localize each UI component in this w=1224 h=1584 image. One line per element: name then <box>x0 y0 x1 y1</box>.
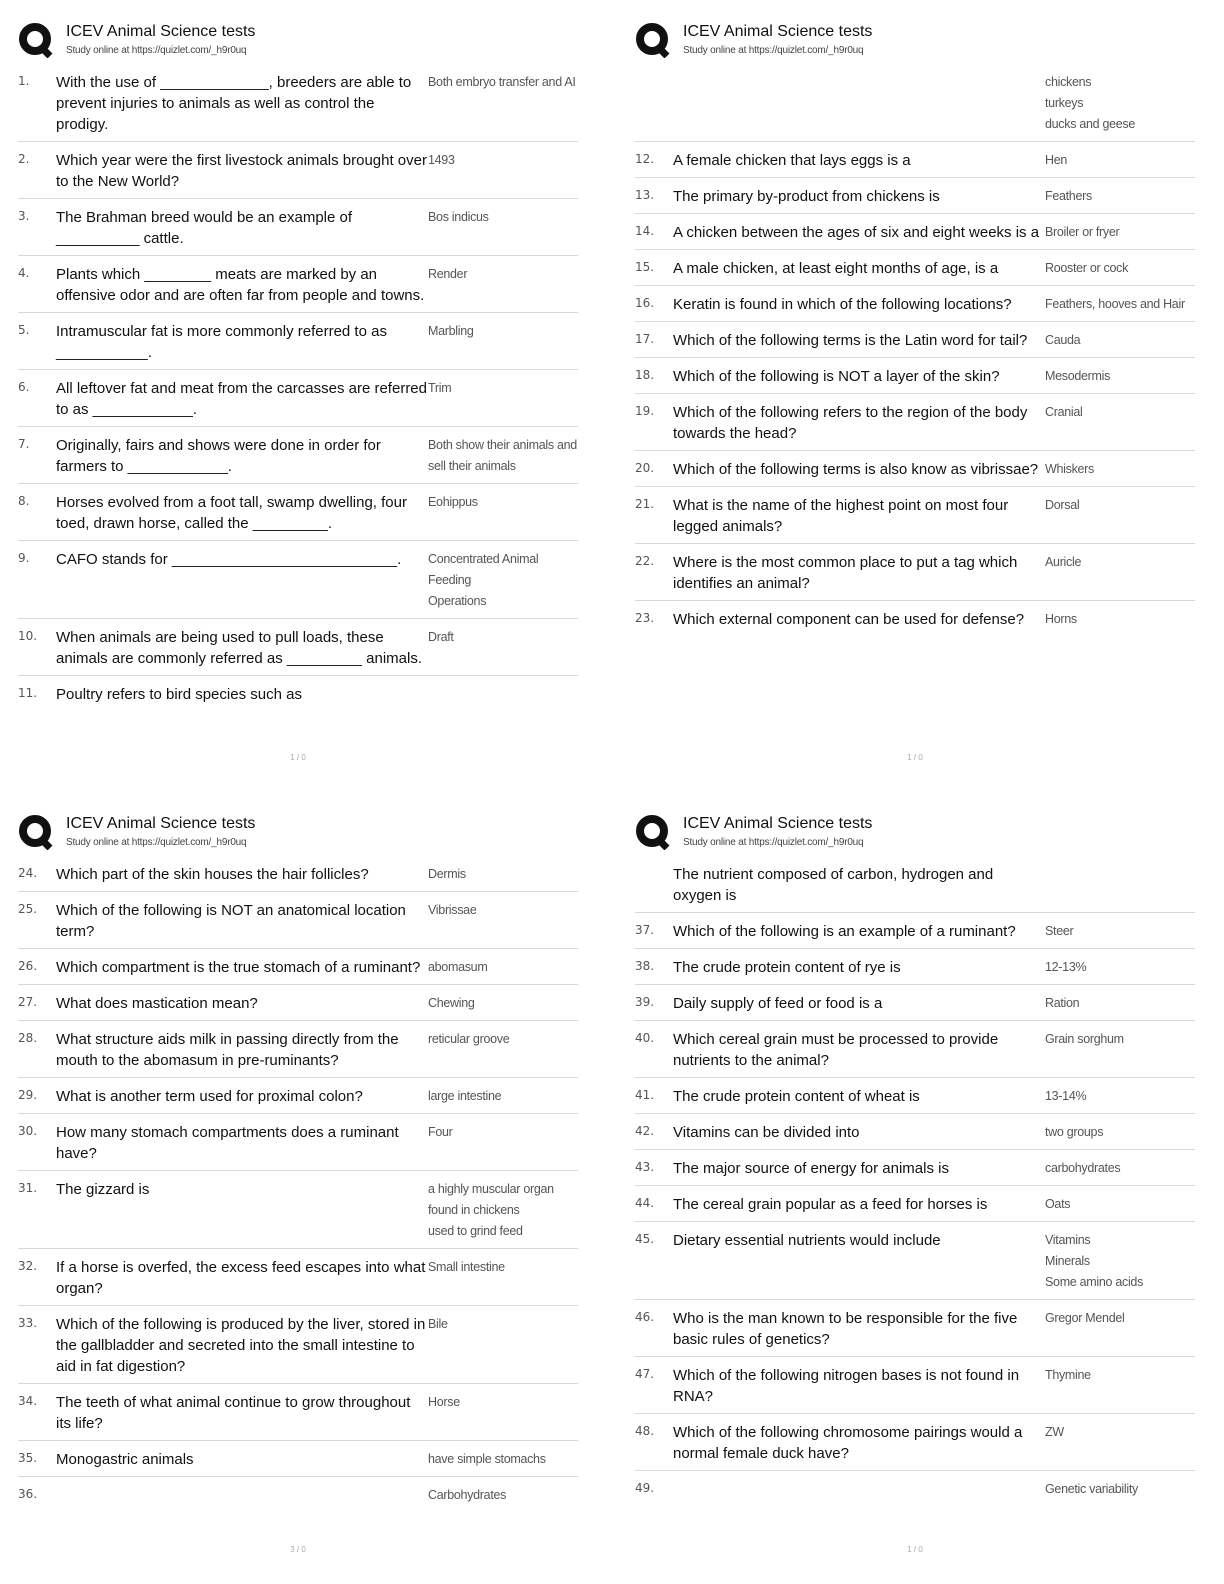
question-number: 9. <box>18 551 30 565</box>
answer-text: Both show their animals and sell their animals <box>428 438 577 473</box>
qa-row <box>635 1357 1195 1414</box>
study-link[interactable]: Study online at https://quizlet.com/_h9r0uq <box>66 45 247 56</box>
question-number: 31. <box>18 1181 38 1195</box>
qa-row <box>635 1021 1195 1078</box>
answer-text: Chewing <box>428 996 475 1010</box>
study-link[interactable]: Study online at https://quizlet.com/_h9r0uq <box>683 837 864 848</box>
question-number: 6. <box>18 380 30 394</box>
answer-text: a highly muscular organ found in chickens used to grind feed <box>428 1182 554 1238</box>
answer-text: Eohippus <box>428 495 478 509</box>
question-number: 16. <box>635 296 655 310</box>
question-number: 43. <box>635 1160 655 1174</box>
answer-text: Marbling <box>428 324 474 338</box>
question-text: CAFO stands for ___________________________. <box>56 551 402 568</box>
question-text: Monogastric animals <box>56 1451 194 1468</box>
qa-row <box>635 1114 1195 1150</box>
answer-text: Horns <box>1045 612 1077 626</box>
study-link[interactable]: Study online at https://quizlet.com/_h9r0uq <box>683 45 864 56</box>
question-text: The crude protein content of wheat is <box>673 1088 920 1105</box>
question-number: 12. <box>635 152 655 166</box>
question-text: A female chicken that lays eggs is a <box>673 152 911 169</box>
question-number: 48. <box>635 1424 655 1438</box>
question-text <box>56 1485 428 1506</box>
question-text: Keratin is found in which of the following locations? <box>673 296 1012 313</box>
question-text: What structure aids milk in passing directly from the mouth to the abomasum in pre-ruminants? <box>56 1031 399 1069</box>
question-number: 41. <box>635 1088 655 1102</box>
answer-text: Cranial <box>1045 405 1083 419</box>
qa-row <box>18 64 578 142</box>
qa-row <box>18 676 578 711</box>
answer-text: abomasum <box>428 960 488 974</box>
page-3 <box>18 810 578 1570</box>
question-number: 17. <box>635 332 655 346</box>
answer-text <box>1045 864 1195 906</box>
question-number: 23. <box>635 611 655 625</box>
answer-text: Gregor Mendel <box>1045 1311 1125 1325</box>
qa-row <box>635 1186 1195 1222</box>
qa-row <box>635 178 1195 214</box>
question-text: A chicken between the ages of six and eight weeks is a <box>673 224 1040 241</box>
question-number: 45. <box>635 1232 655 1246</box>
question-number: 18. <box>635 368 655 382</box>
answer-text: Four <box>428 1125 453 1139</box>
qa-row <box>635 1300 1195 1357</box>
answer-text: large intestine <box>428 1089 502 1103</box>
question-number: 39. <box>635 995 655 1009</box>
qa-row <box>635 913 1195 949</box>
question-text: How many stomach compartments does a ruminant have? <box>56 1124 399 1162</box>
question-number: 37. <box>635 923 655 937</box>
answer-text: Bile <box>428 1317 448 1331</box>
question-text: The crude protein content of rye is <box>673 959 901 976</box>
qa-row <box>18 199 578 256</box>
question-number: 5. <box>18 323 30 337</box>
question-text: Plants which ________ meats are marked by an offensive odor and are often far from people and towns. <box>56 266 425 304</box>
qa-row <box>635 358 1195 394</box>
answer-text: Feathers <box>1045 189 1092 203</box>
qa-row <box>635 601 1195 636</box>
page-number: 1 / 0 <box>907 1545 923 1554</box>
answer-text: Vitamins Minerals Some amino acids <box>1045 1233 1144 1289</box>
answer-text: Thymine <box>1045 1368 1091 1382</box>
question-text: Horses evolved from a foot tall, swamp dwelling, four toed, drawn horse, called the _________. <box>56 494 407 532</box>
qa-row <box>635 1222 1195 1300</box>
page-header <box>635 18 1195 62</box>
question-number: 34. <box>18 1394 38 1408</box>
page-header <box>635 810 1195 854</box>
answer-text: Whiskers <box>1045 462 1094 476</box>
question-number: 15. <box>635 260 655 274</box>
answer-text: reticular groove <box>428 1032 510 1046</box>
question-text: A male chicken, at least eight months of age, is a <box>673 260 999 277</box>
question-number: 22. <box>635 554 655 568</box>
question-number: 46. <box>635 1310 655 1324</box>
question-text: All leftover fat and meat from the carcasses are referred to as ____________. <box>56 380 427 418</box>
answer-text: carbohydrates <box>1045 1161 1121 1175</box>
qa-row <box>18 1114 578 1171</box>
question-number: 11. <box>18 686 38 700</box>
answer-text: 12-13% <box>1045 960 1087 974</box>
page-header <box>18 810 578 854</box>
question-number: 25. <box>18 902 38 916</box>
qa-row <box>635 856 1195 913</box>
answer-text: chickens turkeys ducks and geese <box>1045 75 1136 131</box>
question-number: 40. <box>635 1031 655 1045</box>
question-number: 26. <box>18 959 38 973</box>
quizlet-logo-icon <box>635 814 671 850</box>
qa-row <box>635 985 1195 1021</box>
qa-list <box>635 856 1195 1506</box>
qa-row <box>635 949 1195 985</box>
question-text: Which of the following is an example of a ruminant? <box>673 923 1016 940</box>
qa-row <box>635 142 1195 178</box>
answer-text: Trim <box>428 381 452 395</box>
answer-text: ZW <box>1045 1425 1064 1439</box>
question-number: 35. <box>18 1451 38 1465</box>
question-number: 4. <box>18 266 30 280</box>
question-number: 47. <box>635 1367 655 1381</box>
question-number: 30. <box>18 1124 38 1138</box>
question-text: The teeth of what animal continue to grow throughout its life? <box>56 1394 411 1432</box>
question-text: Which of the following refers to the region of the body towards the head? <box>673 404 1028 442</box>
question-text: The gizzard is <box>56 1181 150 1198</box>
qa-list <box>635 64 1195 636</box>
qa-row <box>635 322 1195 358</box>
question-text: When animals are being used to pull loads, these animals are commonly referred as _________ animals. <box>56 629 423 667</box>
question-number: 21. <box>635 497 655 511</box>
qa-row <box>635 1414 1195 1471</box>
answer-text: Grain sorghum <box>1045 1032 1124 1046</box>
question-number: 20. <box>635 461 655 475</box>
question-text: Where is the most common place to put a tag which identifies an animal? <box>673 554 1018 592</box>
qa-row <box>18 313 578 370</box>
doc-title: ICEV Animal Science tests <box>66 23 256 40</box>
question-text: Which of the following chromosome pairings would a normal female duck have? <box>673 1424 1023 1462</box>
question-number: 38. <box>635 959 655 973</box>
qa-row <box>635 214 1195 250</box>
quizlet-logo-icon <box>18 814 54 850</box>
question-number: 7. <box>18 437 30 451</box>
question-text: Which of the following is NOT an anatomical location term? <box>56 902 406 940</box>
question-text: Which of the following terms is also know as vibrissae? <box>673 461 1039 478</box>
question-number: 3. <box>18 209 30 223</box>
answer-text: Horse <box>428 1395 460 1409</box>
quizlet-logo-icon <box>18 22 54 58</box>
page-2 <box>635 18 1195 778</box>
qa-row <box>18 541 578 619</box>
qa-row <box>635 1471 1195 1506</box>
question-number: 28. <box>18 1031 38 1045</box>
answer-text: have simple stomachs <box>428 1452 546 1466</box>
question-number: 44. <box>635 1196 655 1210</box>
question-text: What is another term used for proximal colon? <box>56 1088 363 1105</box>
question-number <box>635 72 673 135</box>
answer-text: Dermis <box>428 867 466 881</box>
question-text: Which of the following is NOT a layer of the skin? <box>673 368 1000 385</box>
qa-row <box>18 1477 578 1512</box>
question-text: Which cereal grain must be processed to provide nutrients to the animal? <box>673 1031 999 1069</box>
question-text: Which compartment is the true stomach of a ruminant? <box>56 959 421 976</box>
qa-row <box>18 1249 578 1306</box>
question-text: Who is the man known to be responsible for the five basic rules of genetics? <box>673 1310 1018 1348</box>
answer-text: Bos indicus <box>428 210 489 224</box>
answer-text: Draft <box>428 630 454 644</box>
question-number: 14. <box>635 224 655 238</box>
qa-row <box>18 370 578 427</box>
question-number: 49. <box>635 1481 655 1495</box>
answer-text: Feathers, hooves and Hair <box>1045 297 1185 311</box>
qa-row <box>635 394 1195 451</box>
qa-row <box>18 892 578 949</box>
question-text: Daily supply of feed or food is a <box>673 995 883 1012</box>
answer-text: 1493 <box>428 153 455 167</box>
answer-text: Auricle <box>1045 555 1082 569</box>
answer-text: Cauda <box>1045 333 1081 347</box>
question-text: What is the name of the highest point on most four legged animals? <box>673 497 1009 535</box>
qa-row <box>18 427 578 484</box>
doc-title: ICEV Animal Science tests <box>683 23 873 40</box>
qa-row <box>18 484 578 541</box>
question-number: 2. <box>18 152 30 166</box>
question-text: Which year were the first livestock animals brought over to the New World? <box>56 152 427 190</box>
qa-row <box>18 256 578 313</box>
answer-text: 13-14% <box>1045 1089 1087 1103</box>
answer-text: Hen <box>1045 153 1068 167</box>
answer-text: Render <box>428 267 468 281</box>
page-number: 1 / 0 <box>290 753 306 762</box>
question-number: 1. <box>18 74 30 88</box>
question-text: The Brahman breed would be an example of __________ cattle. <box>56 209 353 247</box>
qa-row <box>635 286 1195 322</box>
question-text: With the use of _____________, breeders are able to prevent injuries to animals as well as control the prodigy. <box>56 74 412 133</box>
qa-row <box>18 856 578 892</box>
question-text: Which of the following nitrogen bases is not found in RNA? <box>673 1367 1020 1405</box>
question-number: 29. <box>18 1088 38 1102</box>
question-text: What does mastication mean? <box>56 995 258 1012</box>
question-text: Which of the following terms is the Latin word for tail? <box>673 332 1028 349</box>
doc-title: ICEV Animal Science tests <box>683 815 873 832</box>
answer-text: Vibrissae <box>428 903 477 917</box>
quizlet-logo-icon <box>635 22 671 58</box>
question-number: 27. <box>18 995 38 1009</box>
page-number: 1 / 0 <box>907 753 923 762</box>
qa-row <box>18 949 578 985</box>
qa-row <box>18 1441 578 1477</box>
qa-row <box>635 451 1195 487</box>
qa-row <box>635 1150 1195 1186</box>
answer-text: Ration <box>1045 996 1080 1010</box>
question-text: Originally, fairs and shows were done in order for farmers to ____________. <box>56 437 381 475</box>
answer-text: Both embryo transfer and AI <box>428 75 576 89</box>
qa-row <box>18 985 578 1021</box>
question-text: If a horse is overfed, the excess feed escapes into what organ? <box>56 1259 426 1297</box>
question-text: Poultry refers to bird species such as <box>56 686 302 703</box>
answer-text: Concentrated Animal Feeding Operations <box>428 552 539 608</box>
answer-text <box>428 684 578 705</box>
answer-text: Rooster or cock <box>1045 261 1129 275</box>
qa-list <box>18 856 578 1512</box>
page-header <box>18 18 578 62</box>
qa-row <box>18 1078 578 1114</box>
page-1 <box>18 18 578 778</box>
answer-text: Broiler or fryer <box>1045 225 1120 239</box>
question-text: The major source of energy for animals is <box>673 1160 949 1177</box>
answer-text: Genetic variability <box>1045 1482 1138 1496</box>
qa-row <box>18 1171 578 1249</box>
qa-row <box>635 487 1195 544</box>
question-number: 19. <box>635 404 655 418</box>
qa-row <box>18 142 578 199</box>
qa-list <box>18 64 578 711</box>
qa-row <box>635 250 1195 286</box>
doc-title: ICEV Animal Science tests <box>66 815 256 832</box>
qa-row <box>18 619 578 676</box>
question-text: Dietary essential nutrients would include <box>673 1232 941 1249</box>
qa-row <box>635 64 1195 142</box>
question-number: 33. <box>18 1316 38 1330</box>
answer-text: Mesodermis <box>1045 369 1111 383</box>
qa-row <box>635 544 1195 601</box>
question-text: Intramuscular fat is more commonly referred to as ___________. <box>56 323 387 361</box>
question-number: 8. <box>18 494 30 508</box>
question-number: 32. <box>18 1259 38 1273</box>
question-number: 24. <box>18 866 38 880</box>
question-text <box>673 72 1045 135</box>
answer-text: Dorsal <box>1045 498 1080 512</box>
answer-text: two groups <box>1045 1125 1104 1139</box>
question-text: The nutrient composed of carbon, hydrogen and oxygen is <box>673 866 994 904</box>
qa-row <box>18 1021 578 1078</box>
page-4 <box>635 810 1195 1570</box>
answer-text: Steer <box>1045 924 1074 938</box>
qa-row <box>18 1384 578 1441</box>
question-number <box>635 864 673 906</box>
answer-text: Small intestine <box>428 1260 505 1274</box>
answer-text: Oats <box>1045 1197 1071 1211</box>
qa-row <box>18 1306 578 1384</box>
question-number: 42. <box>635 1124 655 1138</box>
question-number: 10. <box>18 629 38 643</box>
question-text: Which of the following is produced by the liver, stored in the gallbladder and secreted into the small intestine to aid in fat digestion? <box>56 1316 426 1375</box>
question-text <box>673 1479 1045 1500</box>
qa-row <box>635 1078 1195 1114</box>
page-number: 3 / 0 <box>290 1545 306 1554</box>
question-text: Vitamins can be divided into <box>673 1124 860 1141</box>
question-text: The cereal grain popular as a feed for horses is <box>673 1196 988 1213</box>
question-text: The primary by-product from chickens is <box>673 188 940 205</box>
question-number: 13. <box>635 188 655 202</box>
study-link[interactable]: Study online at https://quizlet.com/_h9r0uq <box>66 837 247 848</box>
question-number: 36. <box>18 1487 38 1501</box>
answer-text: Carbohydrates <box>428 1488 507 1502</box>
question-text: Which external component can be used for defense? <box>673 611 1025 628</box>
question-text: Which part of the skin houses the hair follicles? <box>56 866 369 883</box>
